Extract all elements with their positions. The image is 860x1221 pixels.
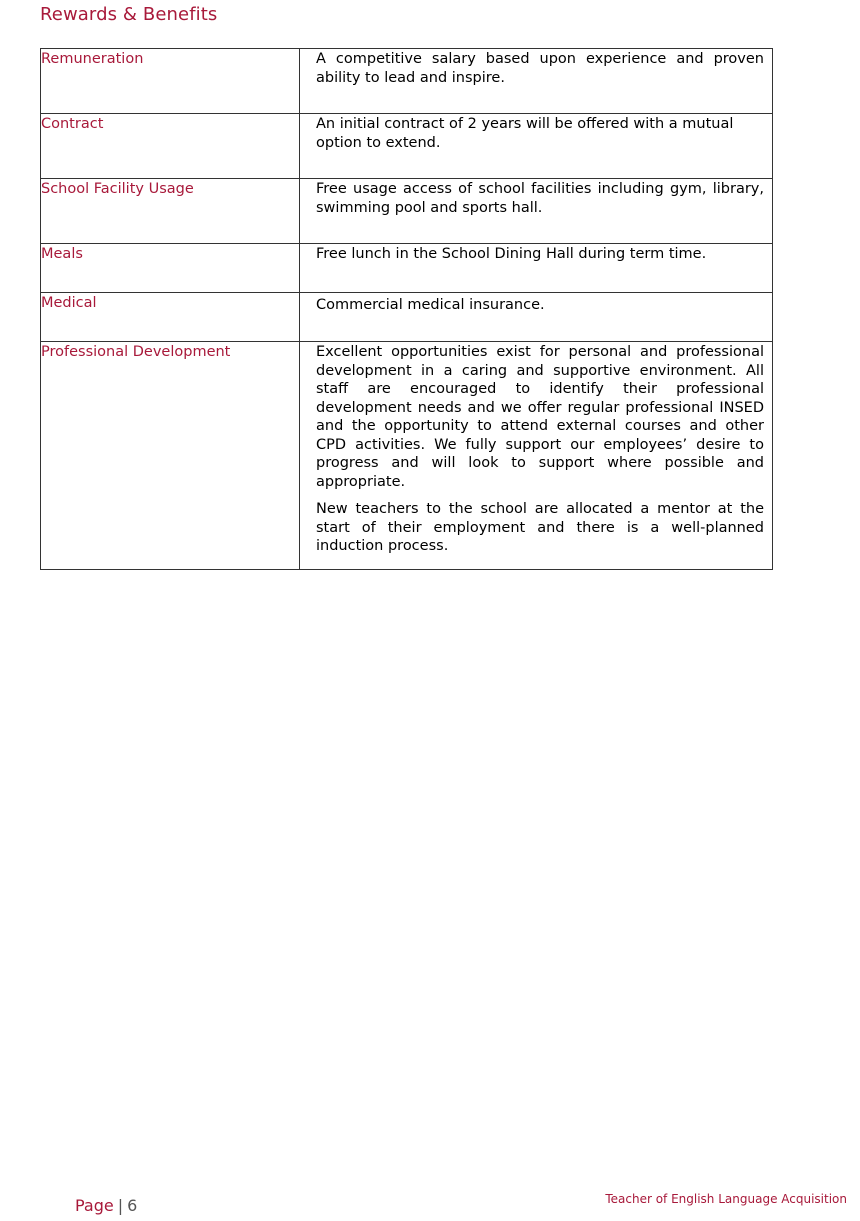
section-heading: Rewards & Benefits (40, 4, 218, 25)
description-paragraph: Commercial medical insurance. (316, 297, 545, 313)
benefit-description (300, 179, 773, 244)
description-paragraph: New teachers to the school are allocated a mentor at the start of their employment and there is a well-planned induction process. (316, 501, 764, 554)
table-row (41, 293, 773, 342)
benefit-label: Professional Development (41, 342, 300, 570)
benefit-description (300, 244, 773, 293)
benefits-table (40, 48, 773, 570)
benefit-description (300, 49, 773, 114)
table-row (41, 179, 773, 244)
table-row (41, 49, 773, 114)
benefit-label: School Facility Usage (41, 179, 300, 244)
benefit-description (300, 293, 773, 342)
benefit-label: Medical (41, 293, 300, 342)
page-number-footer (75, 1196, 137, 1215)
benefit-label: Remuneration (41, 49, 300, 114)
description-paragraph: A competitive salary based upon experience and proven ability to lead and inspire. (316, 51, 764, 86)
page-number: 6 (127, 1196, 138, 1215)
document-title-footer: Teacher of English Language Acquisition (605, 1192, 847, 1206)
table-row (41, 244, 773, 293)
benefit-description (300, 114, 773, 179)
description-paragraph: Free usage access of school facilities including gym, library, swimming pool and sports hall. (316, 181, 764, 216)
description-paragraph: Excellent opportunities exist for personal and professional development in a caring and supportive environment. All staff are encouraged to identify their professional development needs and we offer regular professional INSED and the opportunity to attend external courses and other CPD activities. We fully support our employees’ desire to progress and will look to support where possible and appropriate. (316, 344, 764, 490)
table-row (41, 342, 773, 570)
benefit-description (300, 342, 773, 570)
footer-separator: | (117, 1196, 124, 1215)
benefit-label: Meals (41, 244, 300, 293)
table-row (41, 114, 773, 179)
description-paragraph: An initial contract of 2 years will be offered with a mutual option to extend. (316, 116, 734, 151)
description-paragraph: Free lunch in the School Dining Hall during term time. (316, 246, 707, 262)
page-label: Page (75, 1196, 114, 1215)
benefit-label: Contract (41, 114, 300, 179)
